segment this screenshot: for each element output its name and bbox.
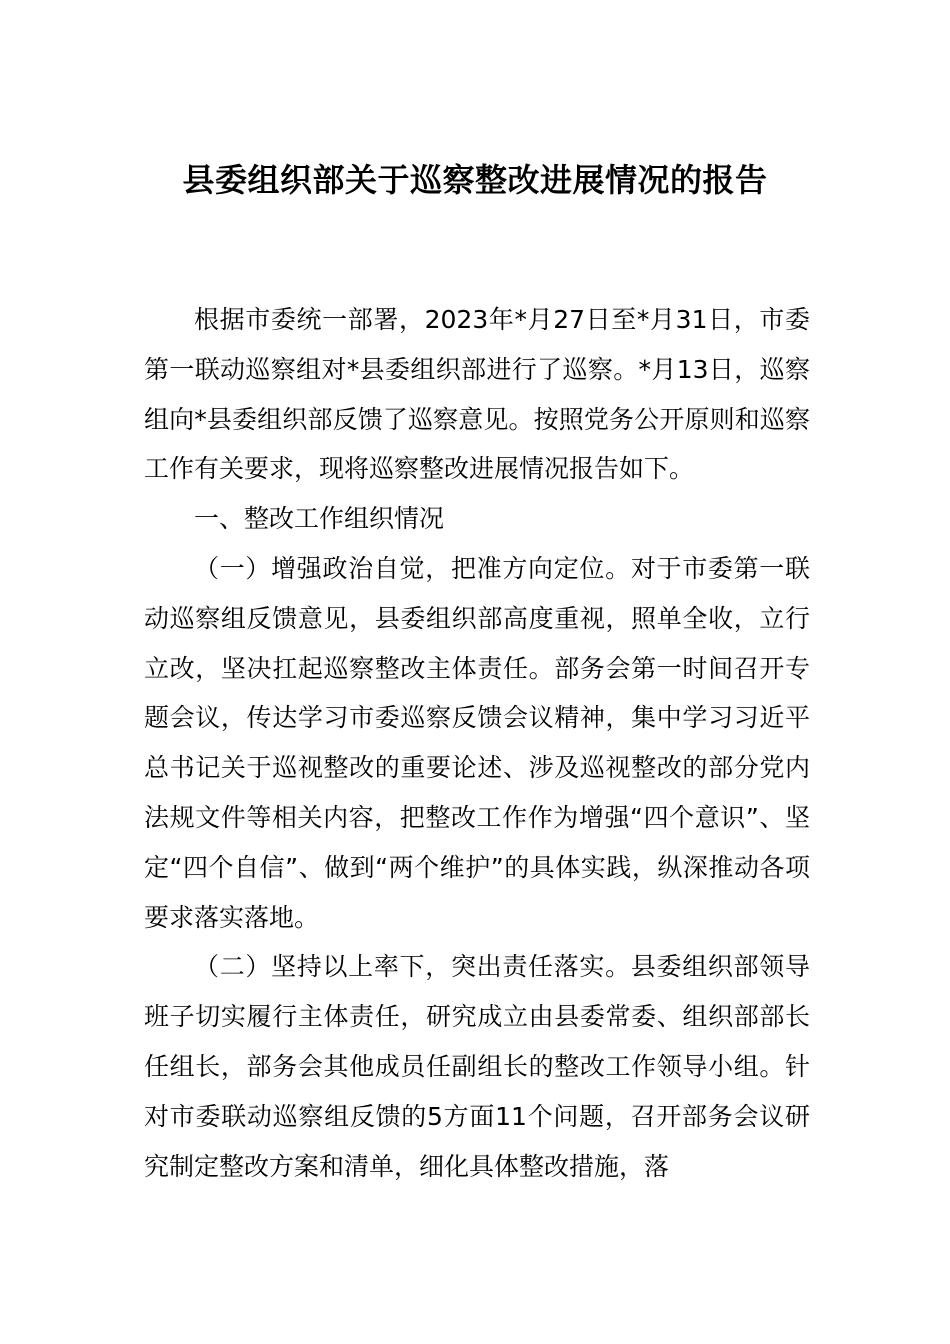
paragraph-political-awareness: （一）增强政治自觉，把准方向定位。对于市委第一联动巡察组反馈意见，县委组织部高度重视，照单全收，立行立改，坚决扛起巡察整改主体责任。部务会第一时间召开专题会议，传达学习市委巡察反馈会议精神，集中学习习近平总书记关于巡视整改的重要论述、涉及巡视整改的部分党内法规文件等相关内容，把整改工作作为增强“四个意识”、坚定“四个自信”、做到“两个维护”的具体实践，纵深推动各项要求落实落地。 — [144, 553, 810, 932]
document-title: 县委组织部关于巡察整改进展情况的报告 — [182, 161, 768, 199]
paragraph-responsibility: （二）坚持以上率下，突出责任落实。县委组织部领导班子切实履行主体责任，研究成立由县委常委、组织部部长任组长，部务会其他成员任副组长的整改工作领导小组。针对市委联动巡察组反馈的5方面11个问题，召开部务会议研究制定整改方案和清单，细化具体整改措施，落 — [144, 952, 810, 1181]
document-body — [144, 295, 810, 1191]
paragraph-intro: 根据市委统一部署，2023年*月27日至*月31日，市委第一联动巡察组对*县委组织部进行了巡察。*月13日，巡察组向*县委组织部反馈了巡察意见。按照党务公开原则和巡察工作有关要求，现将巡察整改进展情况报告如下。 — [144, 305, 810, 484]
section-heading-organization: 一、整改工作组织情况 — [194, 504, 445, 534]
